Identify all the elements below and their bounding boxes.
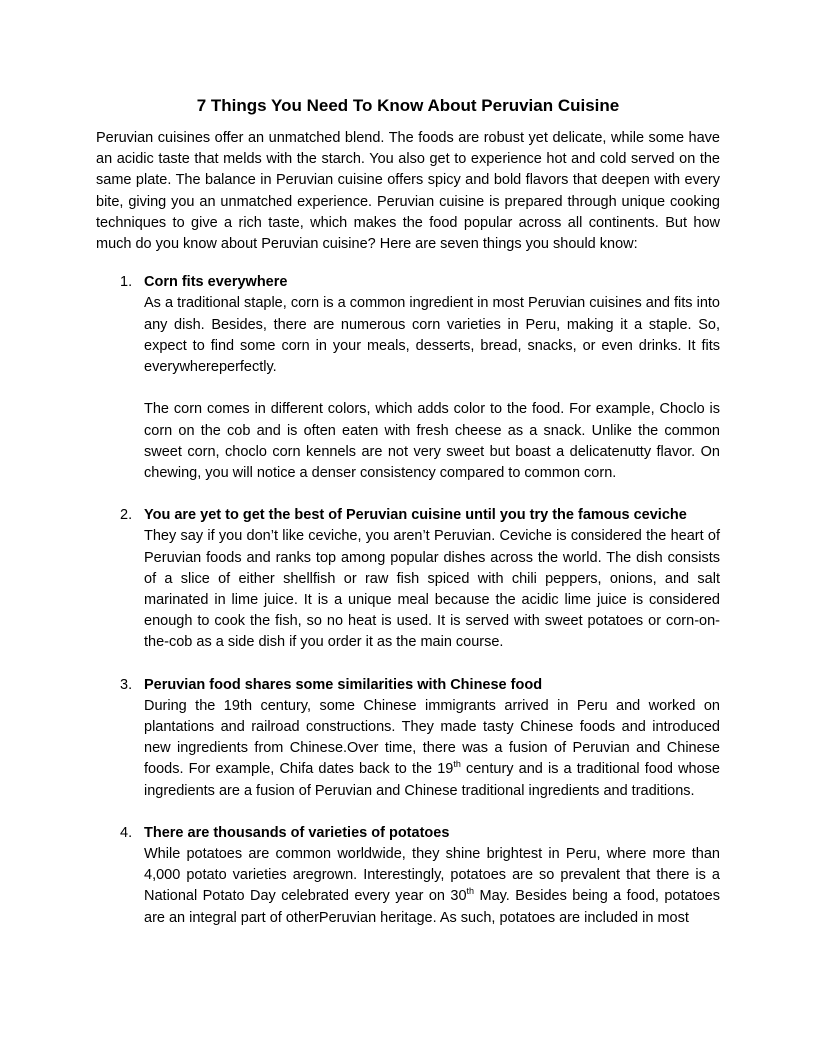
intro-paragraph: Peruvian cuisines offer an unmatched blend. The foods are robust yet delicate, while some have an acidic taste that melds with the starch. You also get to experience hot and cold served on the same plate. The balance in Peruvian cuisine offers spicy and bold flavors that deepen with every bite, giving you an unmatched experience. Peruvian cuisine is prepared through unique cooking techniques to give a rich taste, which makes the food popular across all continents. But how much do you know about Peruvian cuisine? Here are seven things you should know: (96, 130, 720, 253)
list-item-heading: Corn fits everywhere (144, 274, 288, 291)
list-item-paragraph: The corn comes in different colors, which adds color to the food. For example, Choclo is corn on the cob and is often eaten with fresh cheese as a snack. Unlike the common sweet corn, choclo corn kennels are not very sweet but boast a delicatenutty flavor. On chewing, you will notice a denser consistency compared to common corn. (144, 401, 720, 482)
list-item (96, 823, 720, 929)
list-number: 3. (120, 676, 133, 693)
superscript: th (466, 886, 475, 897)
numbered-list (96, 272, 720, 929)
paragraph-text: During the 19th century, some Chinese immigrants arrived in Peru and worked on plantations and railroad constructions. They made tasty Chinese foods and introduced new ingredients from Chinese.Over time, there was a fusion of Peruvian and Chinese foods. For example, Chifa dates back to the 19 (144, 697, 720, 778)
list-item-heading: Peruvian food shares some similarities with Chinese food (144, 676, 543, 693)
list-number: 1. (120, 274, 133, 291)
list-item-paragraph: They say if you don’t like ceviche, you aren’t Peruvian. Ceviche is considered the heart of Peruvian foods and ranks top among popular dishes across the world. The dish consists of a slice of either shellfish or raw fish spiced with chili peppers, onions, and salt marinated in lime juice. It is a unique meal because the acidic lime juice is considered enough to cook the fish, so no heat is used. It is served with sweet potatoes or corn-on-the-cob as a side dish if you order it as the main course. (144, 528, 720, 651)
list-item-paragraph: As a traditional staple, corn is a common ingredient in most Peruvian cuisines and fits into any dish. Besides, there are numerous corn varieties in Peru, making it a staple. So, expect to find some corn in your meals, desserts, bread, snacks, or even drinks. It fits everywhereperfectly. (144, 295, 720, 376)
list-item-heading: You are yet to get the best of Peruvian cuisine until you try the famous ceviche (144, 507, 687, 524)
list-item (96, 505, 720, 653)
list-item-paragraph (144, 844, 720, 929)
paragraph-text: century and is a traditional food whose ingredients are a fusion of Peruvian and Chinese traditional ingredients and traditions. (144, 761, 720, 799)
list-item-heading: There are thousands of varieties of potatoes (144, 824, 450, 841)
paragraph-text: May. Besides being a food, potatoes are an integral part of otherPeruvian heritage. As such, potatoes are included in most (144, 888, 720, 926)
paragraph-text: While potatoes are common worldwide, they shine brightest in Peru, where more than 4,000 potato varieties aregrown. Interestingly, potatoes are so prevalent that there is a National Potato Day celebrated every year on 30 (144, 846, 720, 905)
list-item (96, 675, 720, 802)
list-number: 4. (120, 824, 133, 841)
document-page (96, 94, 720, 950)
list-item-paragraph (144, 696, 720, 802)
list-item (96, 272, 720, 484)
superscript: th (453, 759, 461, 770)
document-title: 7 Things You Need To Know About Peruvian Cuisine (196, 96, 620, 115)
list-number: 2. (120, 507, 133, 524)
